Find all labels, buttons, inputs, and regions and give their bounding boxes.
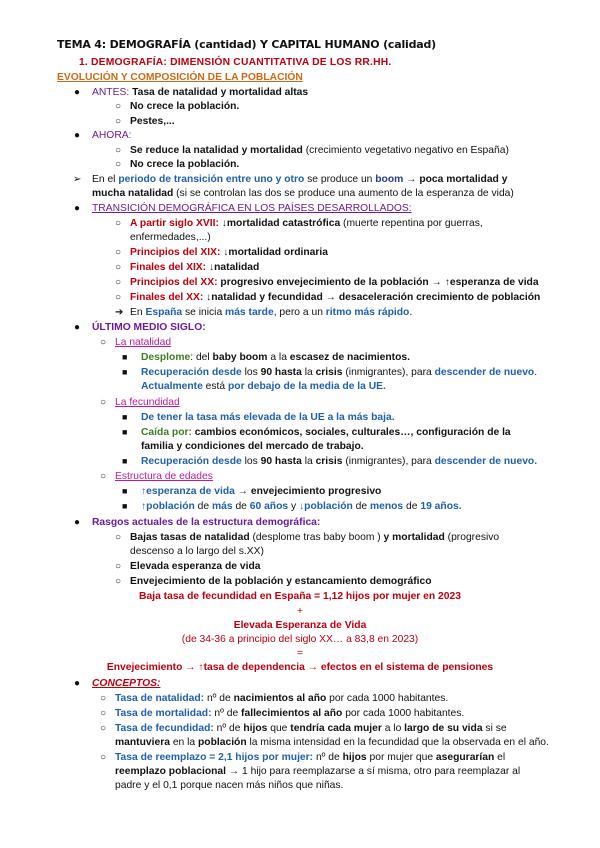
bullet-circle-icon: ○ bbox=[100, 708, 107, 719]
list-item: Tasa de mortalidad: nº de fallecimientos al año por cada 1000 habitantes. bbox=[115, 708, 465, 719]
list-item: Pestes,... bbox=[130, 116, 175, 127]
list-item-continued: familia y condiciones del mercado de trabajo. bbox=[141, 441, 364, 452]
bullet-circle-icon: ○ bbox=[115, 101, 122, 112]
bullet-circle-icon: ○ bbox=[115, 247, 122, 258]
centered-statement: Baja tasa de fecundidad en España = 1,12 hijos por mujer en 2023 bbox=[139, 591, 461, 602]
bullet-square-icon: ■ bbox=[122, 352, 128, 362]
plus-sign: + bbox=[296, 606, 303, 617]
list-item: ↑esperanza de vida → envejecimiento progresivo bbox=[141, 486, 382, 497]
bullet-circle-icon: ○ bbox=[100, 337, 107, 348]
bullet-disc-icon: ● bbox=[74, 87, 81, 98]
list-item-continued: mantuviera en la población la misma intensidad en la fecundidad que la observada en el año. bbox=[115, 737, 549, 748]
centered-statement: (de 34-36 a principio del siglo XX… a 83,8 en 2023) bbox=[181, 634, 419, 645]
bullet-square-icon: ■ bbox=[122, 367, 128, 377]
list-item: Caída por: cambios económicos, sociales, culturales…, configuración de la bbox=[141, 427, 511, 438]
list-item-continued: Actualmente está por debajo de la media de la UE. bbox=[141, 381, 386, 392]
bullet-circle-icon: ○ bbox=[100, 471, 107, 482]
list-item-continued: padre y el 0,1 porque nacen más niños que niñas. bbox=[115, 780, 344, 791]
list-item-continued: enfermedades,...) bbox=[130, 232, 211, 243]
centered-statement: Envejecimiento → ↑tasa de dependencia → efectos en el sistema de pensiones bbox=[106, 662, 494, 673]
list-item: Bajas tasas de natalidad (desplome tras baby boom ) y mortalidad (progresivo bbox=[130, 532, 500, 543]
arrow-bullet-icon: ➢ bbox=[73, 174, 82, 185]
list-item: No crece la población. bbox=[130, 101, 240, 112]
ahora-label: AHORA: bbox=[92, 130, 132, 141]
list-item: ↑población de más de 60 años y ↓población de menos de 19 años. bbox=[141, 501, 462, 512]
bullet-circle-icon: ○ bbox=[100, 397, 107, 408]
page-title: TEMA 4: DEMOGRAFÍA (cantidad) Y CAPITAL HUMANO (calidad) bbox=[57, 38, 436, 51]
bullet-circle-icon: ○ bbox=[100, 752, 107, 763]
bullet-disc-icon: ● bbox=[74, 678, 81, 689]
list-item: Envejecimiento de la población y estancamiento demográfico bbox=[130, 576, 432, 587]
list-item: Finales del XIX: ↓natalidad bbox=[130, 262, 260, 273]
bullet-square-icon: ■ bbox=[122, 501, 128, 511]
list-item: Tasa de fecundidad: nº de hijos que tendría cada mujer a lo largo de su vida si se bbox=[115, 723, 507, 734]
transicion-heading: TRANSICIÓN DEMOGRÁFICA EN LOS PAÍSES DESARROLLADOS: bbox=[92, 203, 412, 214]
list-item: En España se inicia más tarde, pero a un ritmo más rápido. bbox=[130, 307, 413, 318]
natalidad-label: La natalidad bbox=[115, 337, 172, 348]
bullet-disc-icon: ● bbox=[74, 517, 81, 528]
list-item: Tasa de reemplazo = 2,1 hijos por mujer: nº de hijos por mujer que asegurarían el bbox=[115, 752, 506, 763]
list-item: A partir siglo XVII: ↓mortalidad catastrófica (muerte repentina por guerras, bbox=[130, 218, 483, 229]
bullet-circle-icon: ○ bbox=[115, 262, 122, 273]
list-item: Principios del XX: progresivo envejecimiento de la población → ↑esperanza de vida bbox=[130, 277, 539, 288]
transition-line: En el periodo de transición entre uno y otro se produce un boom → poca mortalidad y bbox=[92, 174, 508, 185]
bullet-disc-icon: ● bbox=[74, 130, 81, 141]
list-item: No crece la población. bbox=[130, 159, 240, 170]
bullet-circle-icon: ○ bbox=[115, 116, 122, 127]
centered-statement: Elevada Esperanza de Vida bbox=[233, 620, 367, 631]
right-arrow-icon: ➔ bbox=[115, 307, 124, 318]
bullet-circle-icon: ○ bbox=[115, 292, 122, 303]
bullet-circle-icon: ○ bbox=[115, 277, 122, 288]
bullet-square-icon: ■ bbox=[122, 427, 128, 437]
list-item: Principios del XIX: ↓mortalidad ordinaria bbox=[130, 247, 328, 258]
bullet-circle-icon: ○ bbox=[100, 693, 107, 704]
list-item: Recuperación desde los 90 hasta la crisis (inmigrantes), para descender de nuevo. bbox=[141, 367, 538, 378]
list-item-continued: reemplazo poblacional → 1 hijo para reemplazarse a sí misma, otro para reemplazar al bbox=[115, 766, 521, 777]
list-item: Se reduce la natalidad y mortalidad (crecimiento vegetativo negativo en España) bbox=[130, 145, 509, 156]
section-heading: 1. DEMOGRAFÍA: DIMENSIÓN CUANTITATIVA DE LOS RR.HH. bbox=[79, 57, 392, 68]
list-item: Desplome: del baby boom a la escasez de nacimientos. bbox=[141, 352, 410, 363]
estructura-label: Estructura de edades bbox=[115, 471, 213, 482]
ultimo-heading: ÚLTIMO MEDIO SIGLO: bbox=[92, 322, 206, 333]
list-item: Elevada esperanza de vida bbox=[130, 561, 261, 572]
bullet-square-icon: ■ bbox=[122, 456, 128, 466]
bullet-circle-icon: ○ bbox=[115, 532, 122, 543]
list-item-continued: descenso a lo largo del s.XX) bbox=[130, 546, 264, 557]
fecundidad-label: La fecundidad bbox=[115, 397, 180, 408]
equals-sign: = bbox=[296, 648, 303, 659]
section-subheading: EVOLUCIÓN Y COMPOSICIÓN DE LA POBLACIÓN bbox=[57, 72, 303, 83]
bullet-circle-icon: ○ bbox=[115, 576, 122, 587]
transition-line-2: mucha natalidad (si se controlan las dos se produce una aumento de la esperanza de vida) bbox=[92, 188, 514, 199]
bullet-circle-icon: ○ bbox=[100, 723, 107, 734]
bullet-circle-icon: ○ bbox=[115, 159, 122, 170]
bullet-circle-icon: ○ bbox=[115, 145, 122, 156]
conceptos-heading: CONCEPTOS: bbox=[92, 678, 161, 689]
bullet-disc-icon: ● bbox=[74, 322, 81, 333]
list-item: Finales del XX: ↓natalidad y fecundidad → desaceleración crecimiento de población bbox=[130, 292, 541, 303]
bullet-circle-icon: ○ bbox=[115, 561, 122, 572]
bullet-disc-icon: ● bbox=[74, 203, 81, 214]
bullet-square-icon: ■ bbox=[122, 486, 128, 496]
list-item: Recuperación desde los 90 hasta la crisis (inmigrantes), para descender de nuevo. bbox=[141, 456, 538, 467]
bullet-square-icon: ■ bbox=[122, 412, 128, 422]
rasgos-heading: Rasgos actuales de la estructura demográfica: bbox=[92, 517, 321, 528]
antes-line: ANTES: Tasa de natalidad y mortalidad altas bbox=[92, 87, 309, 98]
bullet-circle-icon: ○ bbox=[115, 218, 122, 229]
list-item: Tasa de natalidad: nº de nacimientos al año por cada 1000 habitantes. bbox=[115, 693, 449, 704]
list-item: De tener la tasa más elevada de la UE a la más baja. bbox=[141, 412, 395, 423]
